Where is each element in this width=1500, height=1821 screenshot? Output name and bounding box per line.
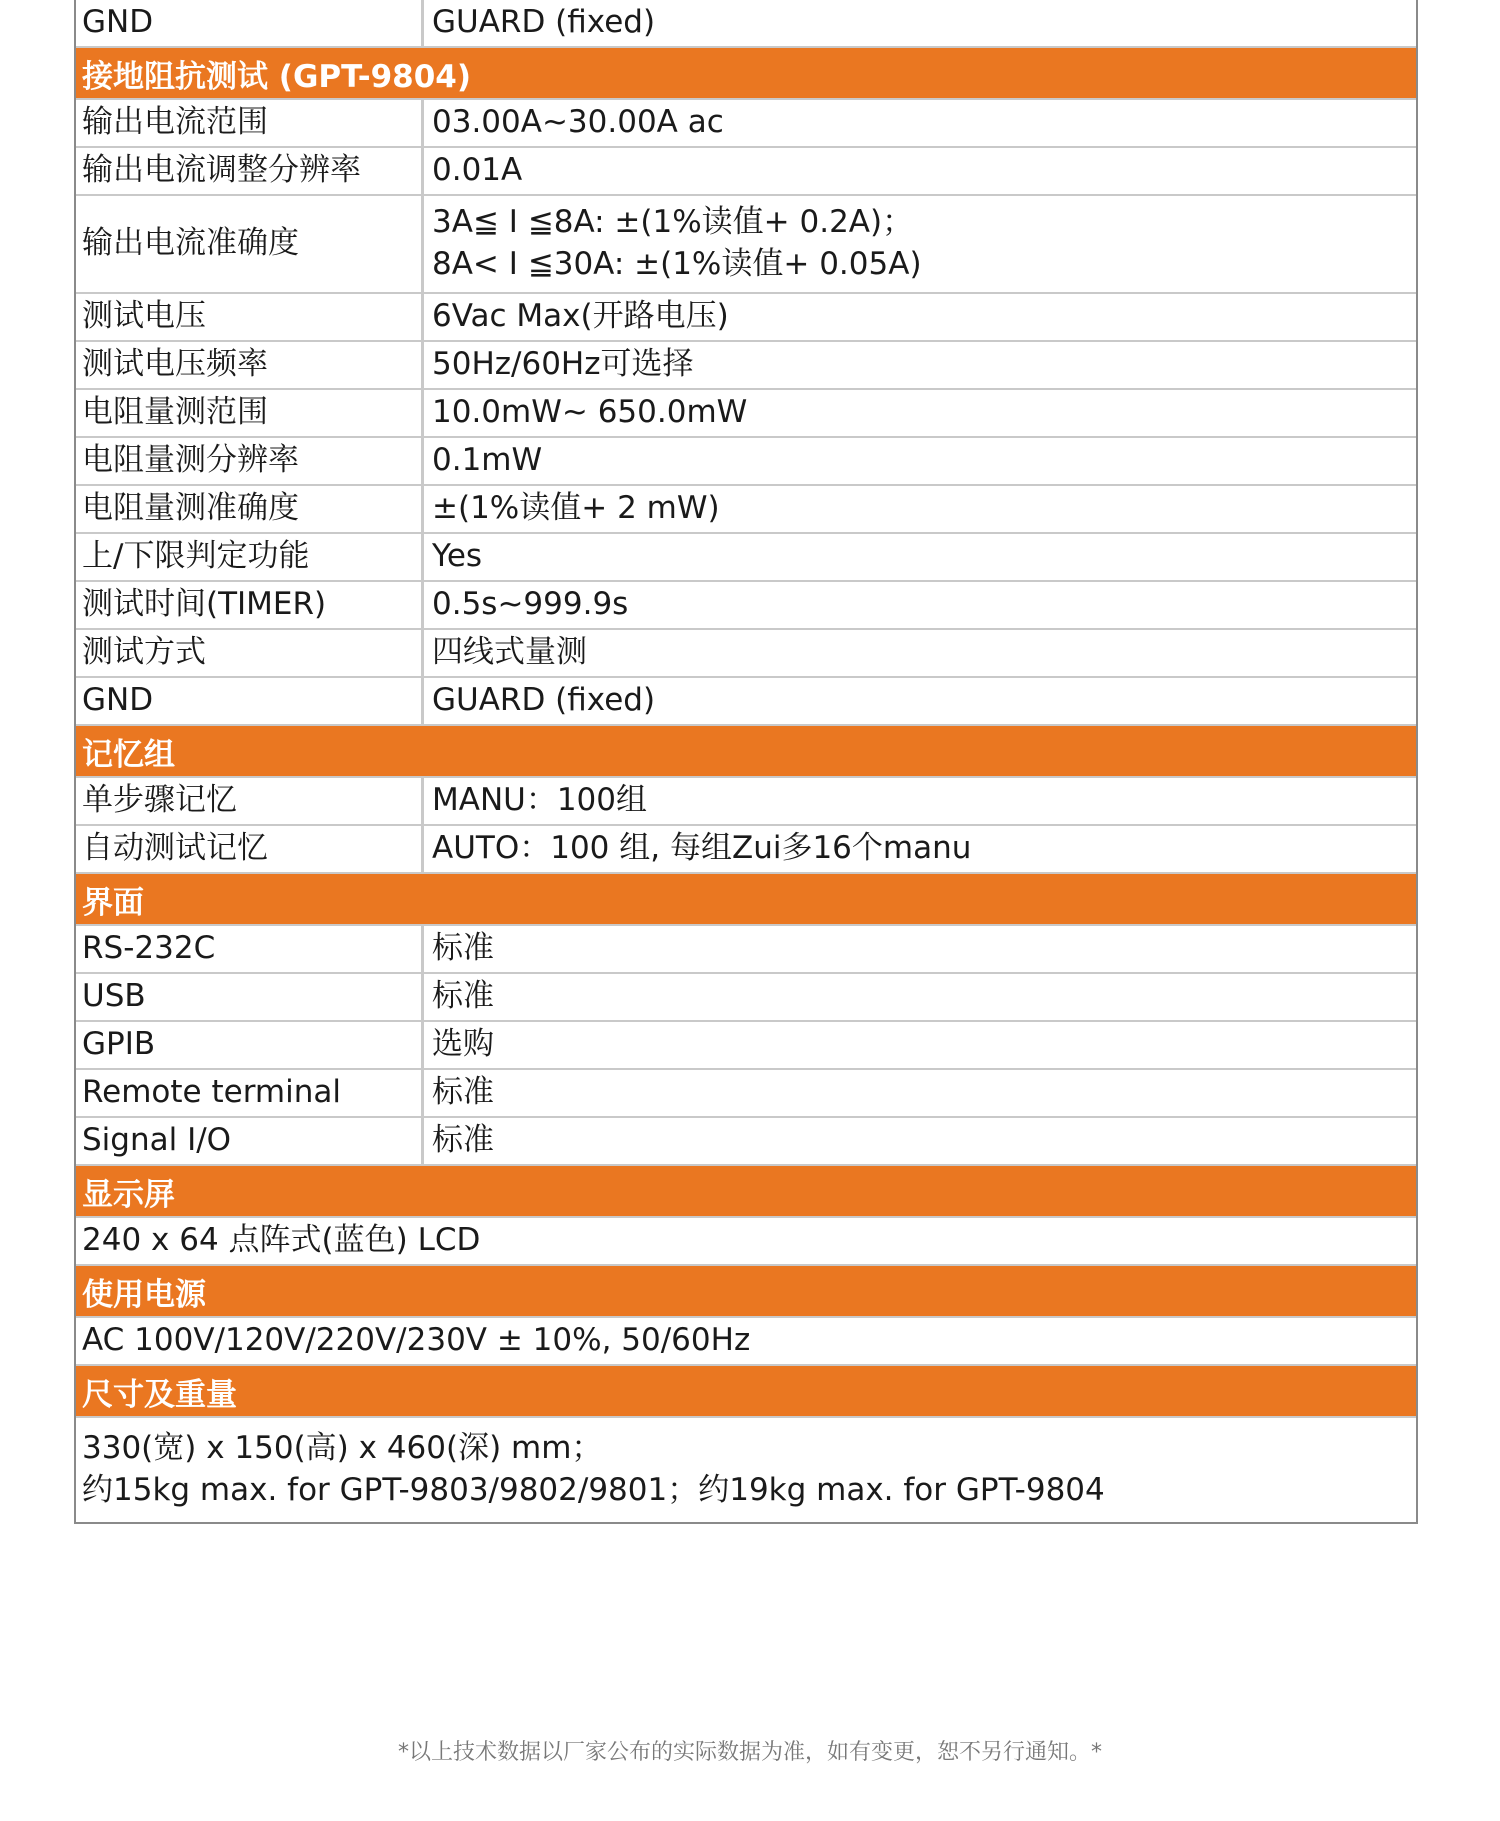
table-row [76, 826, 1416, 874]
value-line: 330(宽) x 150(高) x 460(深) mm； [82, 1430, 603, 1467]
row-value: 标准 [432, 1122, 494, 1159]
value-line: 约15kg max. for GPT-9803/9802/9801；约19kg max. for GPT-9804 [82, 1472, 1105, 1508]
row-value: 0.5s~999.9s [432, 586, 629, 623]
table-row [76, 926, 1416, 974]
table-row [76, 1070, 1416, 1118]
row-label: Signal I/O [76, 1118, 424, 1164]
row-label: GND [76, 0, 424, 46]
table-row [76, 294, 1416, 342]
row-value: 0.01A [432, 152, 523, 189]
table-row [76, 196, 1416, 294]
value-line: 3A≦ I ≦8A: ±(1%读值+ 0.2A)； [432, 204, 914, 241]
row-label: GND [76, 678, 424, 724]
row-value: 四线式量测 [432, 634, 587, 671]
row-label: 测试方式 [76, 630, 424, 676]
row-value: 6Vac Max(开路电压) [432, 298, 729, 335]
row-value [424, 196, 1416, 292]
section-header-dimensions: 尺寸及重量 [76, 1366, 1416, 1418]
row-label: 测试电压频率 [76, 342, 424, 388]
table-row [76, 778, 1416, 826]
row-value: GUARD (fixed) [432, 682, 656, 719]
row-label: 输出电流调整分辨率 [76, 148, 424, 194]
row-label: GPIB [76, 1022, 424, 1068]
row-value: 50Hz/60Hz可选择 [432, 346, 694, 383]
row-label: USB [76, 974, 424, 1020]
row-label: 电阻量测准确度 [76, 486, 424, 532]
section-header-power: 使用电源 [76, 1266, 1416, 1318]
table-row [76, 390, 1416, 438]
table-row [76, 0, 1416, 48]
table-row [76, 630, 1416, 678]
row-label: 测试电压 [76, 294, 424, 340]
row-label: 电阻量测分辨率 [76, 438, 424, 484]
table-row [76, 1418, 1416, 1522]
table-row [76, 678, 1416, 726]
row-value: 0.1mW [432, 442, 543, 479]
row-label: RS-232C [76, 926, 424, 972]
row-label: 单步骤记忆 [76, 778, 424, 824]
row-value: 标准 [432, 978, 494, 1015]
row-label: 电阻量测范围 [76, 390, 424, 436]
table-row [76, 534, 1416, 582]
row-value: MANU：100组 [432, 782, 648, 819]
row-value: 240 x 64 点阵式(蓝色) LCD [82, 1222, 481, 1259]
row-value [76, 1418, 1416, 1522]
row-label: 自动测试记忆 [76, 826, 424, 872]
section-header-memory: 记忆组 [76, 726, 1416, 778]
table-row [76, 148, 1416, 196]
row-value: AUTO：100 组, 每组Zui多16个manu [432, 830, 972, 867]
row-value: 标准 [432, 1074, 494, 1111]
row-label: 输出电流范围 [76, 100, 424, 146]
table-row [76, 582, 1416, 630]
section-header-interface: 界面 [76, 874, 1416, 926]
section-header-ground-test: 接地阻抗测试 (GPT-9804) [76, 48, 1416, 100]
value-line: 8A< I ≦30A: ±(1%读值+ 0.05A) [432, 246, 922, 282]
row-label: 测试时间(TIMER) [76, 582, 424, 628]
footnote: *以上技术数据以厂家公布的实际数据为准，如有变更，恕不另行通知。* [397, 1740, 1102, 1765]
row-value: 选购 [432, 1026, 494, 1063]
table-row [76, 1318, 1416, 1366]
table-row [76, 974, 1416, 1022]
table-row [76, 1022, 1416, 1070]
row-value: GUARD (fixed) [432, 4, 656, 41]
table-row [76, 438, 1416, 486]
row-label: 上/下限判定功能 [76, 534, 424, 580]
row-value: AC 100V/120V/220V/230V ± 10%, 50/60Hz [82, 1322, 751, 1359]
table-row [76, 342, 1416, 390]
section-header-display: 显示屏 [76, 1166, 1416, 1218]
row-value: 10.0mW~ 650.0mW [432, 394, 748, 431]
row-value: Yes [432, 538, 483, 575]
row-value: 标准 [432, 930, 494, 967]
row-value: ±(1%读值+ 2 mW) [432, 490, 720, 527]
table-row [76, 1218, 1416, 1266]
row-value: 03.00A~30.00A ac [432, 104, 724, 141]
spec-table [74, 0, 1418, 1524]
row-label: Remote terminal [76, 1070, 424, 1116]
table-row [76, 1118, 1416, 1166]
row-label: 输出电流准确度 [76, 196, 424, 292]
table-row [76, 100, 1416, 148]
table-row [76, 486, 1416, 534]
